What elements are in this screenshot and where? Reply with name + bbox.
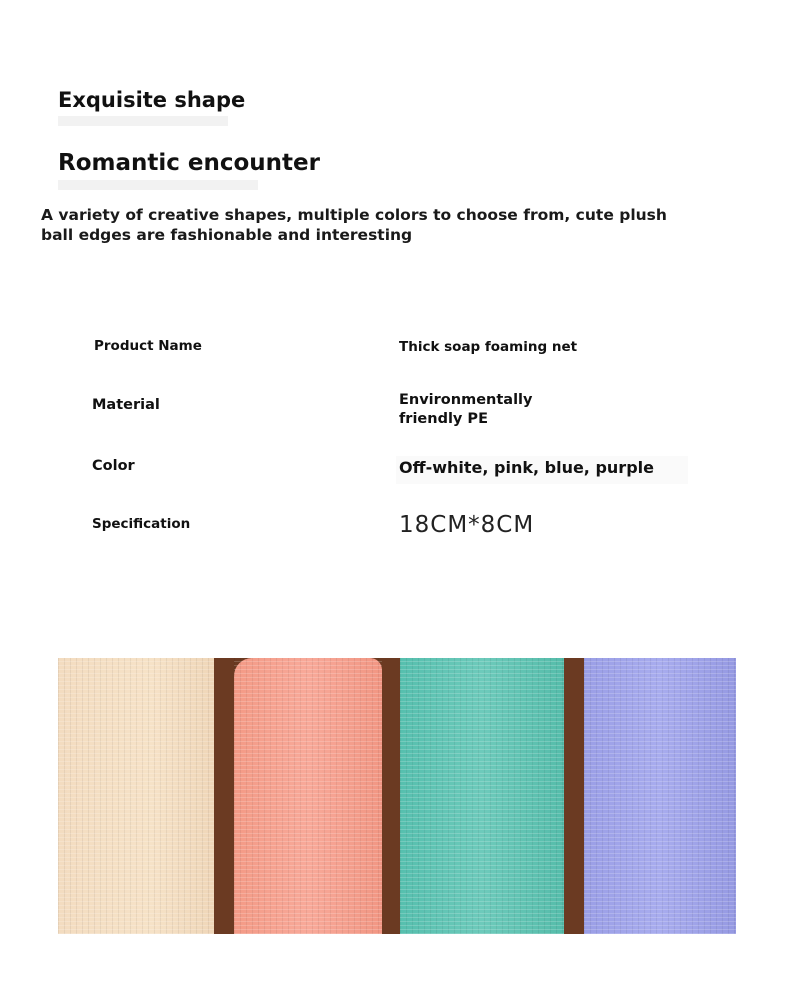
spec-value-material: Environmentally friendly PE	[399, 392, 533, 427]
heading-exquisite-shape: Exquisite shape	[58, 88, 246, 112]
mesh-strip-blue	[400, 658, 564, 934]
spec-value-product-name: Thick soap foaming net	[399, 339, 578, 355]
spec-value-specification: 18CM*8CM	[399, 512, 535, 538]
product-description: A variety of creative shapes, multiple colors to choose from, cute plush ball edges are fashionable and interesting	[41, 206, 667, 244]
spec-value-color: Off-white, pink, blue, purple	[399, 458, 654, 477]
spec-label-specification: Specification	[92, 516, 191, 532]
mesh-strip-off-white	[58, 658, 214, 934]
heading-romantic-encounter: Romantic encounter	[58, 150, 320, 176]
spec-label-color: Color	[92, 458, 135, 474]
mesh-texture	[400, 658, 564, 934]
spec-label-material: Material	[92, 397, 160, 413]
mesh-texture	[234, 658, 382, 934]
mesh-strip-pink	[234, 658, 382, 934]
mesh-texture	[58, 658, 214, 934]
mesh-texture	[584, 658, 736, 934]
mesh-strip-purple	[584, 658, 736, 934]
product-photo	[58, 658, 736, 934]
heading-underline-1	[58, 116, 228, 126]
spec-label-product-name: Product Name	[94, 338, 202, 354]
heading-underline-2	[58, 180, 258, 190]
